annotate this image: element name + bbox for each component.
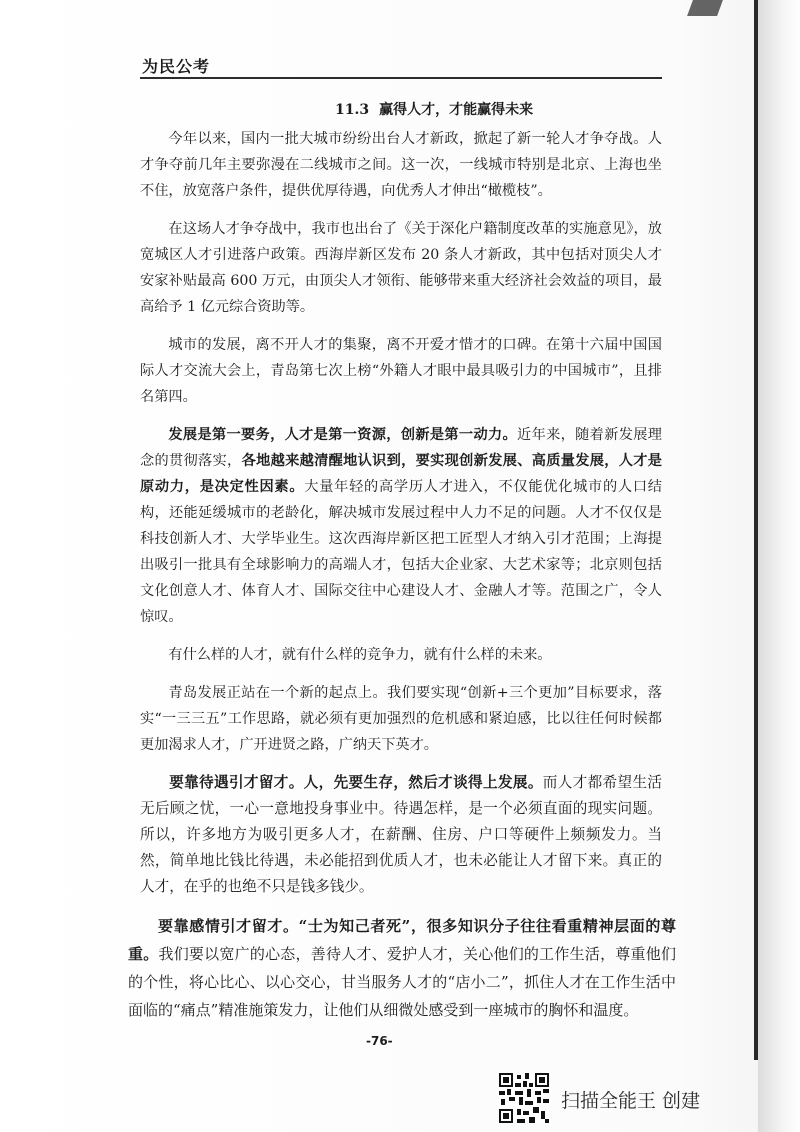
paragraph-text: 大量年轻的高学历人才进入，不仅能优化城市的人口结构，还能延缓城市的老龄化，解决城市发展过程中人力不足的问题。人才不仅仅是科技创新人才、大学毕业生。这次西海岸新区把工匠型人才纳入引才范围；上海提出吸引一批具有全球影响力的高端人才，包括大企业家、大艺术家等；北京则包括文化创意人才、体育人才、国际交往中心建设人才、金融人才等。范围之广，令人惊叹。 — [140, 479, 662, 625]
section-number: 11.3 — [335, 102, 370, 118]
paragraph — [140, 642, 662, 668]
scanner-watermark: 扫描全能王 创建 — [561, 1090, 701, 1112]
section-heading — [335, 99, 533, 119]
paragraph — [140, 332, 662, 410]
paragraph — [128, 912, 676, 1024]
paragraph-text: 青岛发展正站在一个新的起点上。我们要实现“创新+三个更加”目标要求，落实“一三三五”工作思路，就必须有更加强烈的危机感和紧迫感，比以往任何时候都更加渴求人才，广开进贤之路，广纳天下英才。 — [140, 685, 662, 753]
paragraph-text: 有什么样的人才，就有什么样的竞争力，就有什么样的未来。 — [168, 647, 552, 663]
paragraph — [140, 126, 662, 204]
page-number: -76- — [366, 1034, 393, 1048]
qr-code-icon — [499, 1073, 549, 1123]
binding-edge-line — [754, 0, 758, 1060]
section-title-text: 赢得人才，才能赢得未来 — [379, 102, 534, 118]
header-rule — [140, 77, 662, 79]
paragraph-bold-text: 要靠感情引才留才。“士为知己者死”，很多知识分子往往看重精神层面的尊重。 — [128, 917, 676, 963]
paragraph-text: 城市的发展，离不开人才的集聚，离不开爱才惜才的口碑。在第十六届中国国际人才交流大会上，青岛第七次上榜“外籍人才眼中最具吸引力的中国城市”，且排名第四。 — [140, 337, 662, 405]
paragraph-bold-text: 要靠待遇引才留才。人，先要生存，然后才谈得上发展。 — [169, 774, 543, 791]
paragraph-bold-text: 发展是第一要务，人才是第一资源，创新是第一动力。 — [168, 427, 518, 443]
binding-shadow — [758, 0, 800, 1132]
paragraph — [140, 216, 662, 320]
article-body — [128, 126, 676, 1036]
paragraph-text: 而人才都希望生活无后顾之忧，一心一意地投身事业中。待遇怎样，是一个必须直面的现实问题。所以，许多地方为吸引更多人才，在薪酬、住房、户口等硬件上频频发力。当然，简单地比钱比待遇，未必能招到优质人才，也未必能让人才留下来。真正的人才，在乎的也绝不只是钱多钱少。 — [140, 774, 662, 895]
corner-mark — [687, 0, 723, 16]
paragraph-text: 我们要以宽广的心态，善待人才、爱护人才，关心他们的工作生活，尊重他们的个性，将心比心、以心交心，甘当服务人才的“店小二”，抓住人才在工作生活中面临的“痛点”精准施策发力，让他们从细微处感受到一座城市的胸怀和温度。 — [128, 945, 676, 1019]
paragraph-text: 今年以来，国内一批大城市纷纷出台人才新政，掀起了新一轮人才争夺战。人才争夺前几年主要弥漫在二线城市之间。这一次，一线城市特别是北京、上海也坐不住，放宽落户条件，提供优厚待遇，向优秀人才伸出“橄榄枝”。 — [140, 131, 662, 199]
running-header-title: 为民公考 — [142, 57, 211, 76]
paragraph-text: 近年来，随着新发展理念的贯彻落实， — [140, 427, 662, 469]
paragraph — [140, 770, 662, 900]
paragraph-bold-text: 各地越来越清醒地认识到，要实现创新发展、高质量发展，人才是原动力，是决定性因素。 — [140, 453, 662, 495]
paragraph — [140, 680, 662, 758]
paragraph — [140, 422, 662, 630]
paragraph-text: 在这场人才争夺战中，我市也出台了《关于深化户籍制度改革的实施意见》，放宽城区人才引进落户政策。西海岸新区发布 20 条人才新政，其中包括对顶尖人才安家补贴最高 600 万元，由顶尖人才领衔、能够带来重大经济社会效益的项目，最高给予 1 亿元综合资助等。 — [140, 221, 662, 315]
